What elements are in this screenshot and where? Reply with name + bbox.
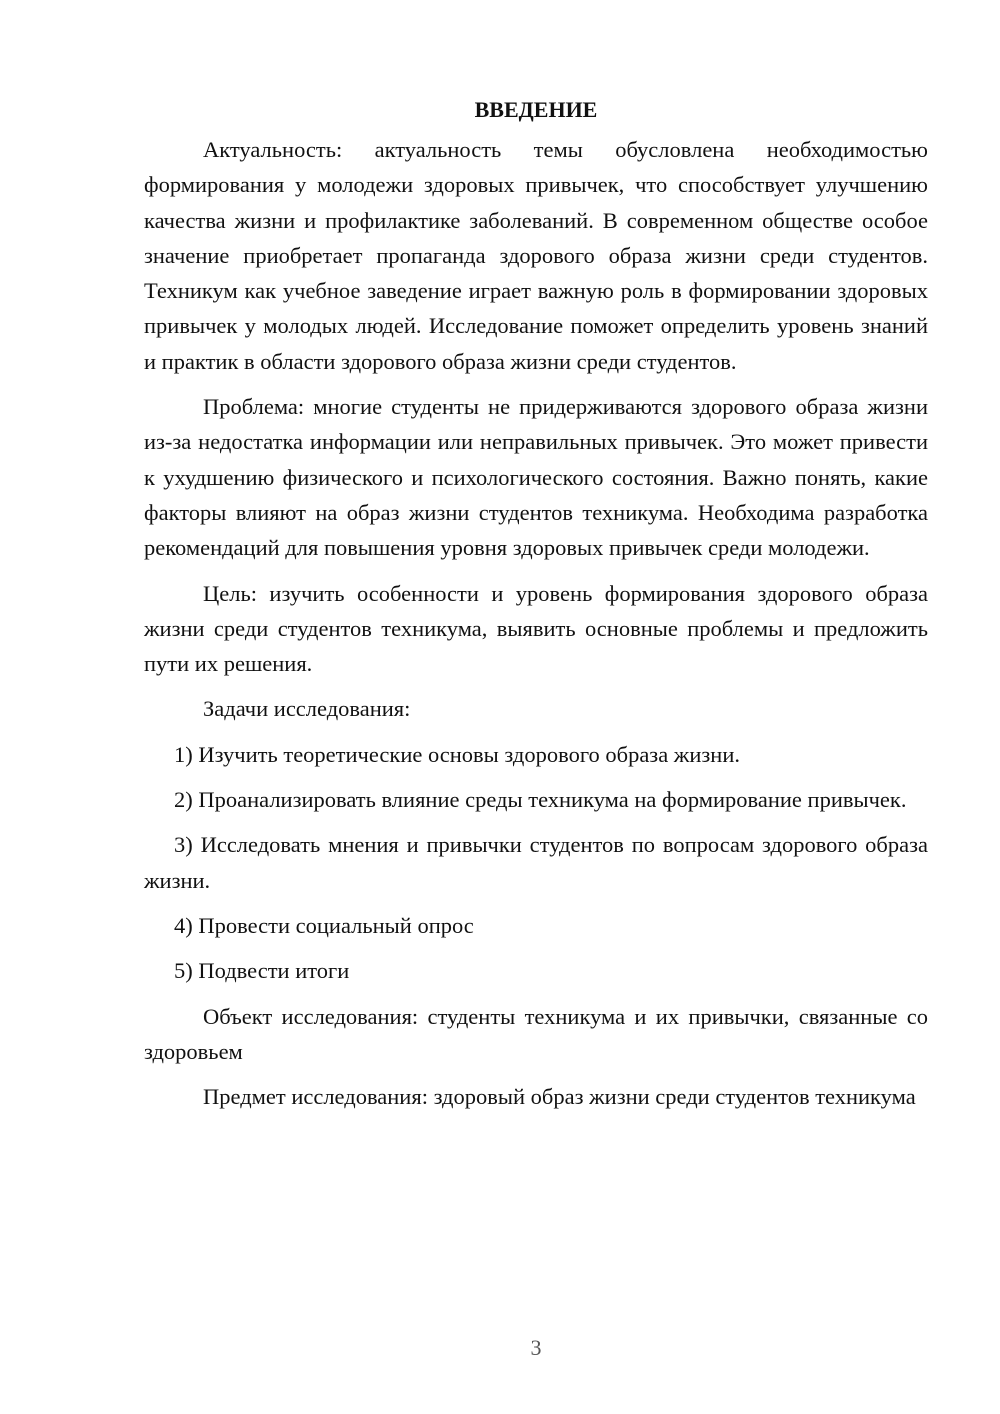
list-item: 5) Подвести итоги — [174, 958, 350, 984]
list-item: 3) Исследовать мнения и привычки студентов по вопросам здорового образа жизни. — [144, 832, 928, 893]
tasks-list — [144, 737, 928, 989]
page-heading: ВВЕДЕНИЕ — [474, 97, 598, 122]
list-item: 4) Провести социальный опрос — [174, 912, 474, 938]
paragraph-object: Объект исследования: студенты техникума и их привычки, связанные со здоровьем — [144, 1003, 928, 1064]
list-item: 2) Проанализировать влияние среды техникума на формирование привычек. — [174, 787, 907, 813]
page-number: 3 — [530, 1335, 542, 1360]
paragraph-goal: Цель: изучить особенности и уровень формирования здорового образа жизни среди студентов техникума, выявить основные проблемы и предложить пути их решения. — [144, 580, 928, 677]
list-item: 1) Изучить теоретические основы здорового образа жизни. — [174, 741, 740, 767]
paragraph-relevance: Актуальность: актуальность темы обусловлена необходимостью формирования у молодежи здоровых привычек, что способствует улучшению качества жизни и профилактике заболеваний. В современном обществе особое значение приобретает пропаганда здорового образа жизни среди студентов. Техникум как учебное заведение играет важную роль в формировании здоровых привычек у молодых людей. Исследование поможет определить уровень знаний и практик в области здорового образа жизни среди студентов. — [144, 137, 928, 374]
paragraph-problem: Проблема: многие студенты не придерживаются здорового образа жизни из-за недостатка информации или неправильных привычек. Это может привести к ухудшению физического и психологического состояния. Важно понять, какие факторы влияют на образ жизни студентов техникума. Необходима разработка рекомендаций для повышения уровня здоровых привычек среди молодежи. — [144, 394, 928, 561]
tasks-title: Задачи исследования: — [203, 696, 411, 722]
paragraph-subject: Предмет исследования: здоровый образ жизни среди студентов техникума — [203, 1084, 916, 1110]
page-content — [144, 92, 928, 1124]
